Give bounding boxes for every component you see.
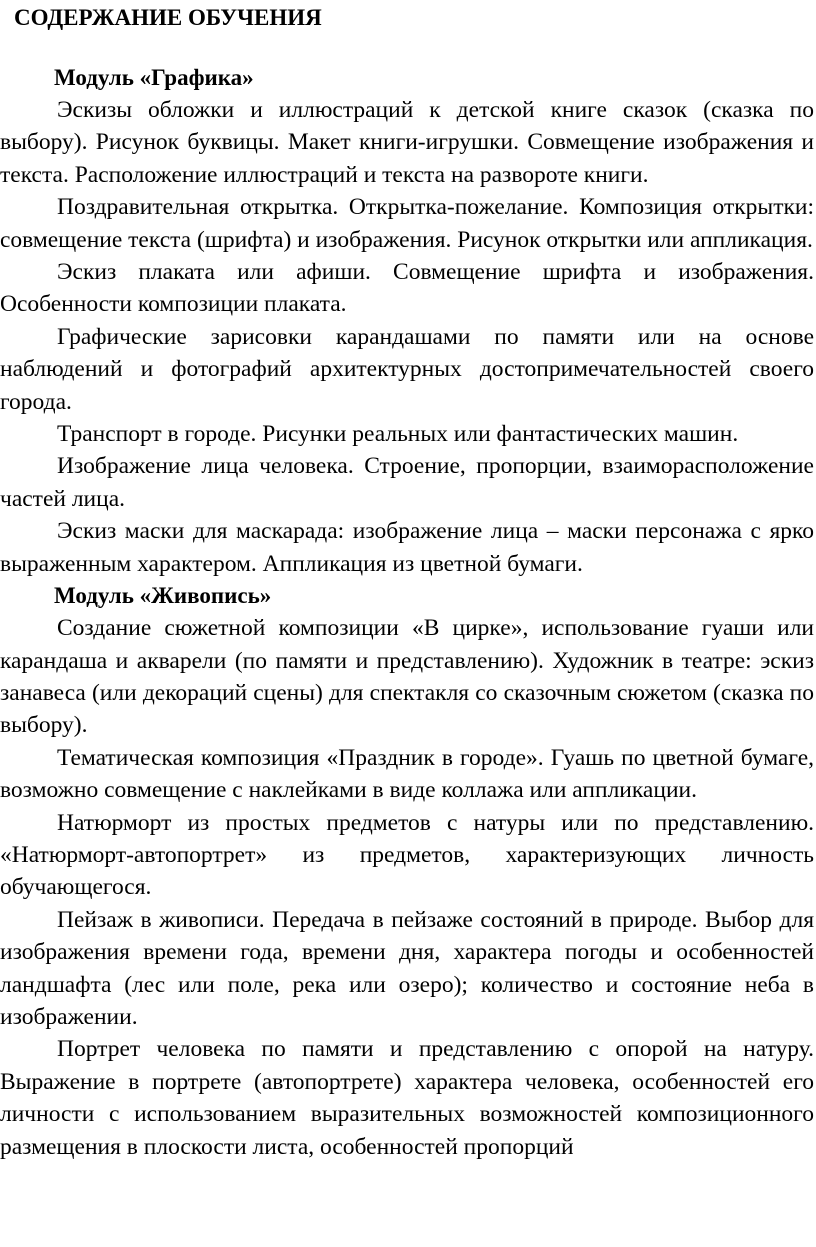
paragraph: Пейзаж в живописи. Передача в пейзаже состояний в природе. Выбор для изображения времени года, времени дня, характера погоды и особенностей ландшафта (лес или поле, река или озеро); количество и состояние неба в изображении.: [0, 906, 814, 1030]
paragraph: Поздравительная открытка. Открытка-пожелание. Композиция открытки: совмещение текста (шрифта) и изображения. Рисунок открытки или аппликация.: [0, 194, 814, 253]
paragraph: Изображение лица человека. Строение, пропорции, взаиморасположение частей лица.: [0, 453, 814, 512]
paragraph: Графические зарисовки карандашами по памяти или на основе наблюдений и фотографий архитектурных достопримечательностей своего города.: [0, 323, 814, 415]
paragraph: Эскиз маски для маскарада: изображение лица – маски персонажа с ярко выраженным характером. Аппликация из цветной бумаги.: [0, 518, 814, 577]
paragraph: Транспорт в городе. Рисунки реальных или фантастических машин.: [57, 421, 739, 448]
section-heading-painting: Модуль «Живопись»: [54, 583, 272, 609]
document-content: [0, 2, 816, 1163]
paragraph: Создание сюжетной композиции «В цирке», использование гуаши или карандаша и акварели (по памяти и представлению). Художник в театре: эскиз занавеса (или декораций сцены) для спектакля со сказочным сюжетом (сказка по выбору).: [0, 615, 814, 739]
paragraph: Тематическая композиция «Праздник в городе». Гуашь по цветной бумаге, возможно совмещение с наклейками в виде коллажа или аппликации.: [0, 744, 814, 804]
paragraph: Эскиз плаката или афиши. Совмещение шрифта и изображения. Особенности композиции плаката.: [0, 259, 814, 318]
section-heading-graphics: Модуль «Графика»: [54, 65, 254, 90]
paragraph: Натюрморт из простых предметов с натуры или по представлению. «Натюрморт-автопортрет» из предметов, характеризующих личность обучающегося.: [0, 809, 814, 901]
paragraph: Портрет человека по памяти и представлению с опорой на натуру. Выражение в портрете (автопортрете) характера человека, особенностей его личности с использованием выразительных возможностей композиционного размещения в плоскости листа, особенностей пропорций: [0, 1036, 814, 1160]
paragraph: Эскизы обложки и иллюстраций к детской книге сказок (сказка по выбору). Рисунок буквицы. Макет книги-игрушки. Совмещение изображения и текста. Расположение иллюстраций и текста на развороте книги.: [0, 97, 814, 188]
page-title: СОДЕРЖАНИЕ ОБУЧЕНИЯ: [14, 5, 322, 30]
